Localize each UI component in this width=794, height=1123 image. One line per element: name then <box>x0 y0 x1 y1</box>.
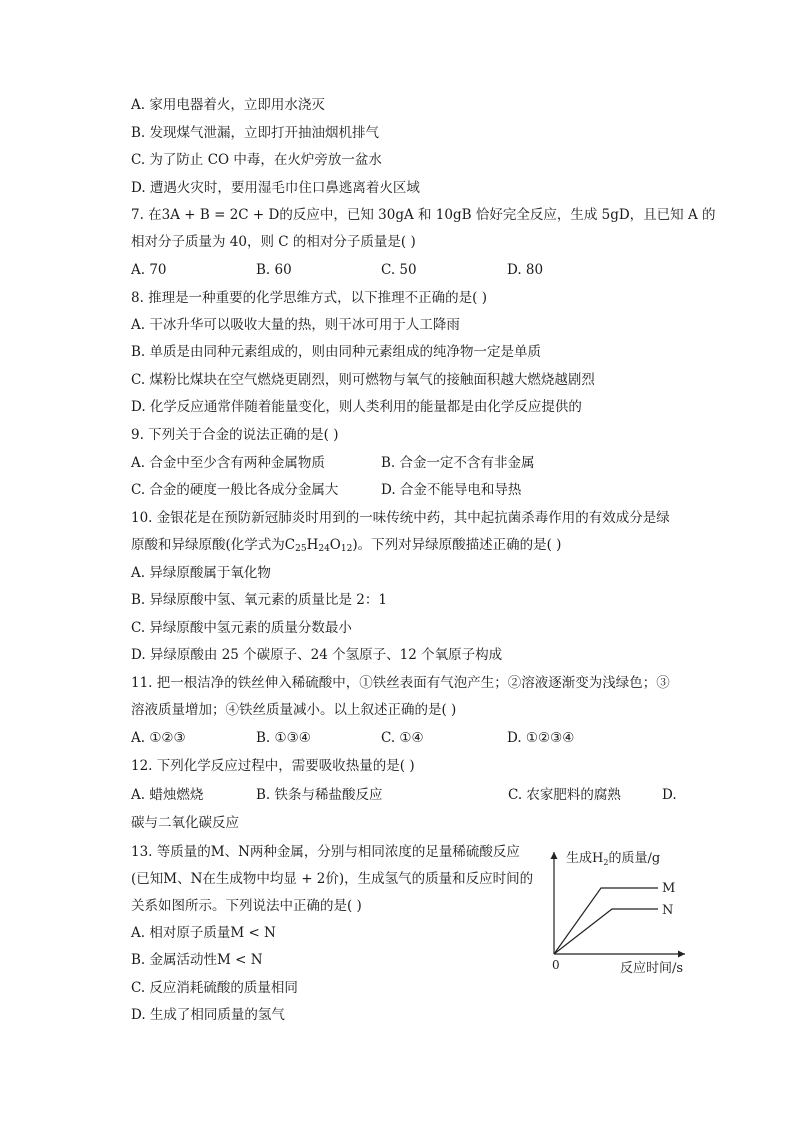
q10-option-d: D. 异绿原酸由 25 个碳原子、24 个氢原子、12 个氧原子构成 <box>131 647 503 663</box>
q7-option-d: D. 80 <box>507 262 544 278</box>
q9-stem: 9. 下列关于合金的说法正确的是( ) <box>131 427 339 443</box>
q12-option-c: C. 农家肥料的腐熟 <box>508 787 621 803</box>
q7-option-c: C. 50 <box>381 262 417 278</box>
q7-option-a: A. 70 <box>131 262 167 278</box>
q11-option-c: C. ①④ <box>381 730 424 746</box>
q8-option-a: A. 干冰升华可以吸收大量的热，则干冰可用于人工降雨 <box>131 317 460 333</box>
q13-option-b: B. 金属活动性M < N <box>131 952 263 968</box>
q12-stem: 12. 下列化学反应过程中，需要吸收热量的是( ) <box>131 758 415 774</box>
q10-stem-line1: 10. 金银花是在预防新冠肺炎时用到的一味传统中药，其中起抗菌杀毒作用的有效成分是绿 <box>131 510 670 526</box>
origin-label: 0 <box>552 958 560 972</box>
y-axis-label: 生成$H_2$的质量/g <box>566 851 661 867</box>
q10-option-a: A. 异绿原酸属于氧化物 <box>131 565 271 581</box>
q11-option-a: A. ①②③ <box>131 730 186 746</box>
q7-option-b: B. 60 <box>256 262 292 278</box>
q13-option-c: C. 反应消耗硫酸的质量相同 <box>131 980 298 996</box>
q13-option-a: A. 相对原子质量M < N <box>131 925 276 941</box>
q8-option-b: B. 单质是由同种元素组成的，则由同种元素组成的纯净物一定是单质 <box>131 344 542 360</box>
q8-stem: 8. 推理是一种重要的化学思维方式，以下推理不正确的是( ) <box>131 290 487 306</box>
q8-option-c: C. 煤粉比煤块在空气燃烧更剧烈，则可燃物与氧气的接触面积越大燃烧越剧烈 <box>131 372 595 388</box>
q13-graph <box>548 846 698 976</box>
q6-option-b: B. 发现煤气泄漏，立即打开抽油烟机排气 <box>131 125 380 141</box>
q11-stem-line2: 溶液质量增加；④铁丝质量减小。以上叙述正确的是( ) <box>131 702 457 718</box>
q11-option-b: B. ①③④ <box>256 730 311 746</box>
q12-option-d-label: D. <box>662 787 677 803</box>
q13-stem-line1: 13. 等质量的M、N两种金属，分别与相同浓度的足量稀硫酸反应 <box>131 844 520 860</box>
q6-option-d: D. 遭遇火灾时，要用湿毛巾住口鼻逃离着火区域 <box>131 180 420 196</box>
q7-stem-line1: 7. 在3A + B = 2C + D的反应中，已知 30gA 和 10gB 恰好完全反应，生成 5gD，且已知 A 的 <box>131 207 716 223</box>
q8-option-d: D. 化学反应通常伴随着能量变化，则人类利用的能量都是由化学反应提供的 <box>131 399 582 415</box>
q10-stem-line2: 原酸和异绿原酸(化学式为$C_{25}H_{24}O_{12}$)。下列对异绿原酸描述正确的是( ) <box>131 537 562 554</box>
q7-stem-line2: 相对分子质量为 40，则 C 的相对分子质量是( ) <box>131 234 416 250</box>
q9-option-b: B. 合金一定不含有非金属 <box>381 455 535 471</box>
q10-option-b: B. 异绿原酸中氢、氧元素的质量比是 2：1 <box>131 592 387 608</box>
q10-option-c: C. 异绿原酸中氢元素的质量分数最小 <box>131 620 352 636</box>
q11-stem-line1: 11. 把一根洁净的铁丝伸入稀硫酸中，①铁丝表面有气泡产生；②溶液逐渐变为浅绿色；③ <box>131 675 670 691</box>
q6-option-a: A. 家用电器着火，立即用水浇灭 <box>131 97 325 113</box>
series-n-label: N <box>662 903 674 918</box>
q9-option-d: D. 合金不能导电和导热 <box>381 482 522 498</box>
q11-option-d: D. ①②③④ <box>507 730 575 746</box>
series-m-line <box>554 888 658 954</box>
series-m-label: M <box>662 881 676 896</box>
q13-stem-line3: 关系如图所示。下列说法中正确的是( ) <box>131 898 362 914</box>
q9-option-c: C. 合金的硬度一般比各成分金属大 <box>131 482 339 498</box>
x-axis-label: 反应时间/s <box>620 961 684 976</box>
q12-option-a: A. 蜡烛燃烧 <box>131 787 204 803</box>
q6-option-c: C. 为了防止 CO 中毒，在火炉旁放一盆水 <box>131 152 382 168</box>
q12-option-b: B. 铁条与稀盐酸反应 <box>256 787 383 803</box>
q9-option-a: A. 合金中至少含有两种金属物质 <box>131 455 325 471</box>
q13-option-d: D. 生成了相同质量的氢气 <box>131 1007 285 1023</box>
q13-stem-line2: (已知M、N在生成物中均显 + 2价)，生成氢气的质量和反应时间的 <box>131 871 534 887</box>
q12-option-d-text: 碳与二氧化碳反应 <box>131 815 239 831</box>
